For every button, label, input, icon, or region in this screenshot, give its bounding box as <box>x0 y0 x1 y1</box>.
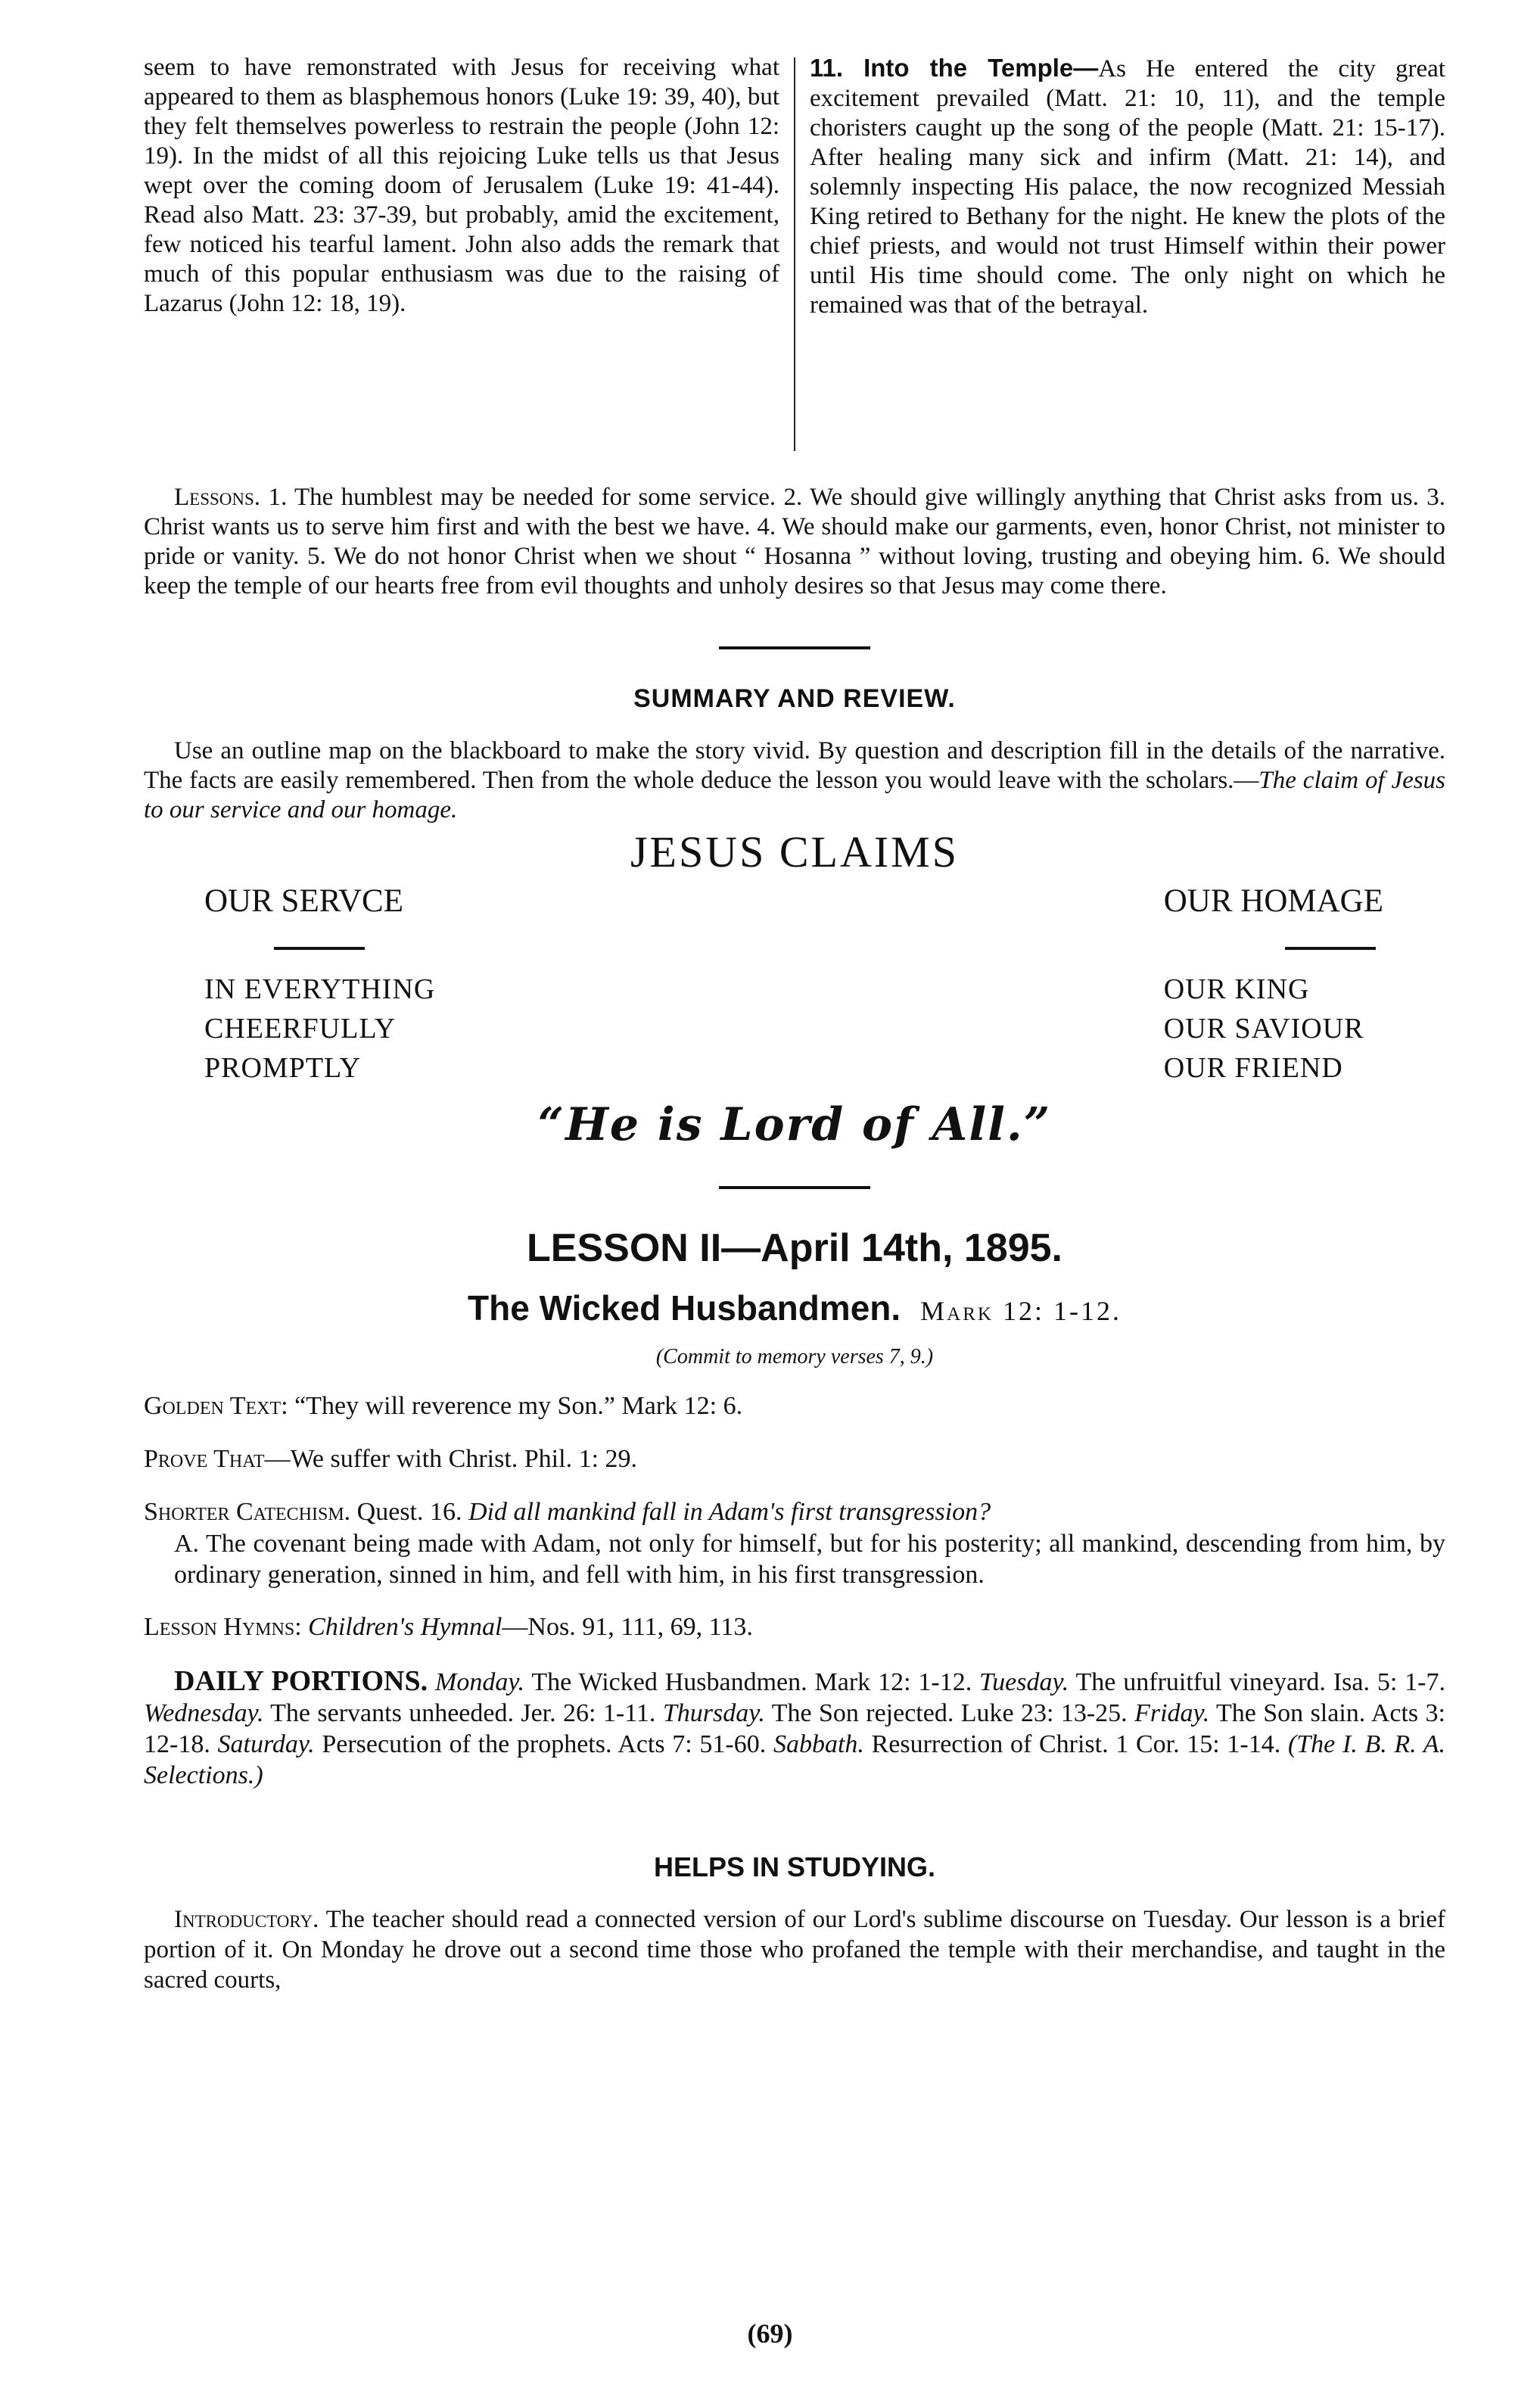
commit-to-memory: (Commit to memory verses 7, 9.) <box>655 1345 934 1368</box>
claims-left-rule <box>274 947 365 950</box>
lessons-label: Lessons. <box>174 484 261 511</box>
page-number: (69) <box>747 2318 793 2349</box>
golden-text: “They will reverence my Son.” Mark 12: 6. <box>288 1392 743 1420</box>
prove-that-line <box>144 1443 1445 1475</box>
portion-text: The Son rejected. Luke 23: 13-25. <box>764 1699 1135 1727</box>
portion-text: The servants unheeded. Jer. 26: 1-11. <box>263 1699 663 1727</box>
summary-text: Use an outline map on the blackboard to make the story vivid. By question and description fill in the details of the narrative. The facts are easily remembered. Then from the whole deduce the lesson you would leave with the scholars.— <box>144 737 1445 794</box>
catechism-label: Shorter Catechism. <box>144 1498 351 1526</box>
lesson-heading: LESSON II—April 14th, 1895. <box>527 1226 1062 1270</box>
daily-portions <box>144 1666 1445 1791</box>
claims-right-item: OUR FRIEND <box>1163 1052 1343 1084</box>
claims-left-item: IN EVERYTHING <box>204 973 436 1005</box>
portion-day: Saturday. <box>217 1730 315 1758</box>
introductory-paragraph <box>144 1904 1445 1995</box>
claims-left-head: OUR SERVCE <box>204 883 403 919</box>
into-temple-heading: 11. Into the Temple— <box>810 54 1099 82</box>
portion-day: Sabbath. <box>773 1730 864 1758</box>
right-column <box>810 53 1445 451</box>
lesson-title: The Wicked Husbandmen. <box>468 1288 901 1328</box>
two-column-section <box>144 53 1445 451</box>
right-column-text: As He entered the city great excitement prevailed (Matt. 21: 10, 11), and the temple choristers caught up the song of the people (Matt. 21: 15-17). After healing many sick and infirm (Matt. 21: 14), and solemnly inspecting His palace, the now recognized Messiah King retired to Bethany for the night. He knew the plots of the chief priests, and would not trust Himself within their power until His time should come. The only night on which he remained was that of the betrayal. <box>810 55 1445 319</box>
portion-text: The Son slain. Acts 3: 12-18. <box>144 1699 1445 1758</box>
claims-right-head: OUR HOMAGE <box>1163 883 1383 919</box>
prove-that-label: Prove That <box>144 1445 265 1473</box>
catechism-q-text: Did all mankind fall in Adam's first transgression? <box>468 1498 991 1526</box>
summary-italic: The claim of Jesus to our service and our homage. <box>144 767 1446 824</box>
lesson-hymns-label: Lesson Hymns: <box>144 1613 302 1641</box>
portion-day: Friday. <box>1134 1699 1210 1727</box>
portion-text: The unfruitful vineyard. Isa. 5: 1-7. <box>1069 1668 1445 1696</box>
lessons-text: 1. The humblest may be needed for some service. 2. We should give willingly anything that Christ asks from us. 3. Christ wants us to serve him first and with the best we have. 4. We should make our garments, even, honor Christ, not minister to pride or vanity. 5. We do not honor Christ when we shout “ Hosanna ” without loving, trusting and obeying him. 6. We should keep the temple of our hearts free from evil thoughts and unholy desires so that Jesus may come there. <box>144 484 1445 599</box>
lord-of-all-motto: “He is Lord of All.” <box>537 1098 1052 1151</box>
claims-table <box>144 882 1445 1088</box>
portion-day: Wednesday. <box>144 1699 264 1727</box>
portion-text: Resurrection of Christ. 1 Cor. 15: 1-14. <box>863 1730 1288 1758</box>
left-column-text: seem to have remonstrated with Jesus for receiving what appeared to them as blasphemous honors (Luke 19: 39, 40), but they felt themselves powerless to restrain the people (John 12: 19). In the midst of all this rejoicing Luke tells us that Jesus wept over the coming doom of Jerusalem (Luke 19: 41-44). Read also Matt. 23: 37-39, but probably, amid the excitement, few noticed his tearful lament. John also adds the remark that much of this popular enthusiasm was due to the raising of Lazarus (John 12: 18, 19). <box>144 54 779 317</box>
divider-rule <box>719 646 870 649</box>
portion-text: Persecution of the prophets. Acts 7: 51-60. <box>314 1730 773 1758</box>
column-divider <box>794 58 795 451</box>
summary-heading: SUMMARY AND REVIEW. <box>633 684 956 713</box>
lesson-hymns-numbers: —Nos. 91, 111, 69, 113. <box>502 1613 753 1641</box>
prove-that-text: —We suffer with Christ. Phil. 1: 29. <box>264 1445 638 1473</box>
divider-rule <box>719 1186 870 1189</box>
lesson-reference: Mark 12: 1-12. <box>920 1296 1122 1326</box>
catechism-question <box>144 1496 1445 1528</box>
lesson-hymns-book: Children's Hymnal <box>301 1613 502 1641</box>
introductory-text: The teacher should read a connected version of our Lord's sublime discourse on Tuesday. Our lesson is a brief portion of it. On Monday he drove out a second time those who profaned the temple with their merchandise, and taught in the sacred courts, <box>144 1906 1445 1994</box>
claims-left-item: PROMPTLY <box>204 1052 361 1084</box>
portion-day: Thursday. <box>662 1699 765 1727</box>
claims-left-column <box>204 882 435 1088</box>
catechism-answer: A. The covenant being made with Adam, not only for himself, but for his posterity; all mankind, descending from him, by ordinary generation, sinned in him, and fell with him, in his first transgression. <box>174 1530 1445 1589</box>
claims-right-column <box>1164 882 1383 1088</box>
lesson-title-line <box>144 1287 1445 1328</box>
portion-day: (The I. B. R. A. Selections.) <box>144 1730 1446 1789</box>
lessons-paragraph <box>144 483 1445 601</box>
portion-day: Tuesday. <box>979 1668 1069 1696</box>
golden-text-label: Golden Text: <box>144 1392 288 1420</box>
daily-portions-label: DAILY PORTIONS. <box>174 1665 428 1697</box>
left-column <box>144 53 779 451</box>
portion-day: Monday. <box>435 1668 525 1696</box>
portion-text: The Wicked Husbandmen. Mark 12: 1-12. <box>524 1668 980 1696</box>
claims-right-item: OUR KING <box>1163 973 1310 1005</box>
helps-heading: HELPS IN STUDYING. <box>653 1851 936 1882</box>
introductory-label: Introductory. <box>174 1906 319 1933</box>
right-column-paragraph <box>810 53 1445 320</box>
summary-paragraph <box>144 736 1445 825</box>
claims-right-item: OUR SAVIOUR <box>1163 1013 1364 1045</box>
claims-left-item: CHEERFULLY <box>204 1013 397 1045</box>
catechism-q-number: Quest. 16. <box>350 1498 468 1526</box>
page-content <box>144 53 1445 1995</box>
golden-text-line <box>144 1390 1445 1422</box>
claims-right-rule <box>1285 947 1376 950</box>
claims-title: JESUS CLAIMS <box>630 827 960 876</box>
lesson-hymns-line <box>144 1611 1445 1643</box>
